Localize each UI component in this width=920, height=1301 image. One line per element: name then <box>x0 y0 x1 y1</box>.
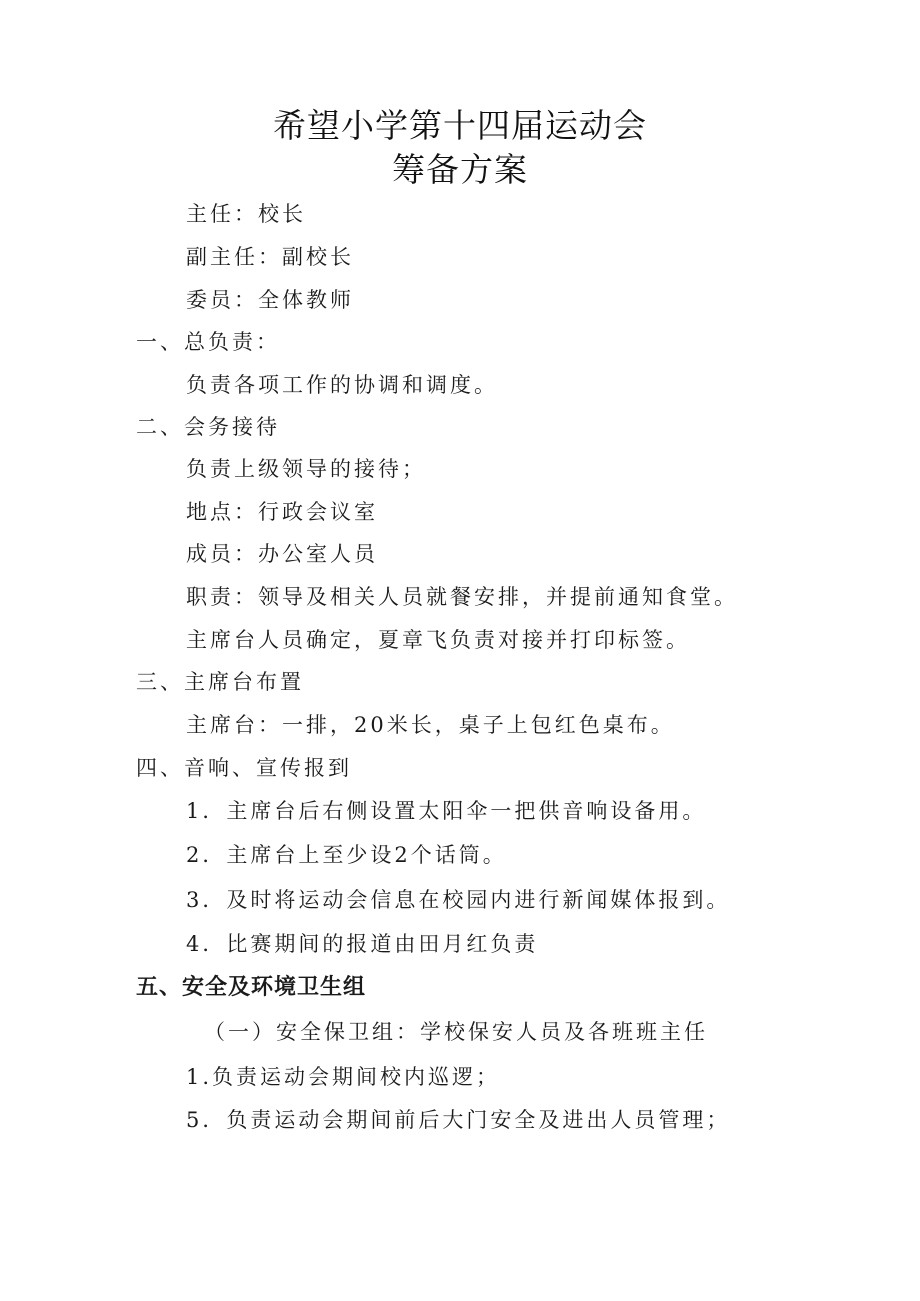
list-item: 1．主席台后右侧设置太阳伞一把供音响设备用。 <box>186 799 707 823</box>
paragraph: 成员：办公室人员 <box>186 542 378 566</box>
section-heading-4: 四、音响、宣传报到 <box>136 756 352 780</box>
section-heading-5: 五、安全及环境卫生组 <box>136 975 367 1000</box>
section-heading-3: 三、主席台布置 <box>136 670 304 694</box>
paragraph: 负责上级领导的接待； <box>186 457 426 481</box>
subsection-heading: （一）安全保卫组：学校保安人员及各班班主任 <box>204 1020 708 1044</box>
document-subtitle: 筹备方案 <box>392 150 528 189</box>
list-item: 4．比赛期间的报道由田月红负责 <box>186 932 539 956</box>
paragraph-director: 主任：校长 <box>186 202 306 226</box>
paragraph-members: 委员：全体教师 <box>186 288 354 312</box>
paragraph: 主席台：一排，20米长，桌子上包红色桌布。 <box>186 713 675 737</box>
list-item: 5．负责运动会期间前后大门安全及进出人员管理； <box>186 1108 731 1132</box>
document-title: 希望小学第十四届运动会 <box>273 106 647 145</box>
section-heading-1: 一、总负责： <box>136 330 280 354</box>
list-item: 2．主席台上至少设2个话筒。 <box>186 843 507 867</box>
paragraph-deputy-director: 副主任：副校长 <box>186 245 354 269</box>
paragraph: 负责各项工作的协调和调度。 <box>186 373 498 397</box>
paragraph: 职责：领导及相关人员就餐安排，并提前通知食堂。 <box>186 585 738 609</box>
section-heading-2: 二、会务接待 <box>136 415 280 439</box>
list-item: 3．及时将运动会信息在校园内进行新闻媒体报到。 <box>186 888 731 912</box>
list-item: 1.负责运动会期间校内巡逻； <box>186 1065 501 1089</box>
paragraph: 主席台人员确定，夏章飞负责对接并打印标签。 <box>186 628 690 652</box>
paragraph: 地点：行政会议室 <box>186 500 378 524</box>
